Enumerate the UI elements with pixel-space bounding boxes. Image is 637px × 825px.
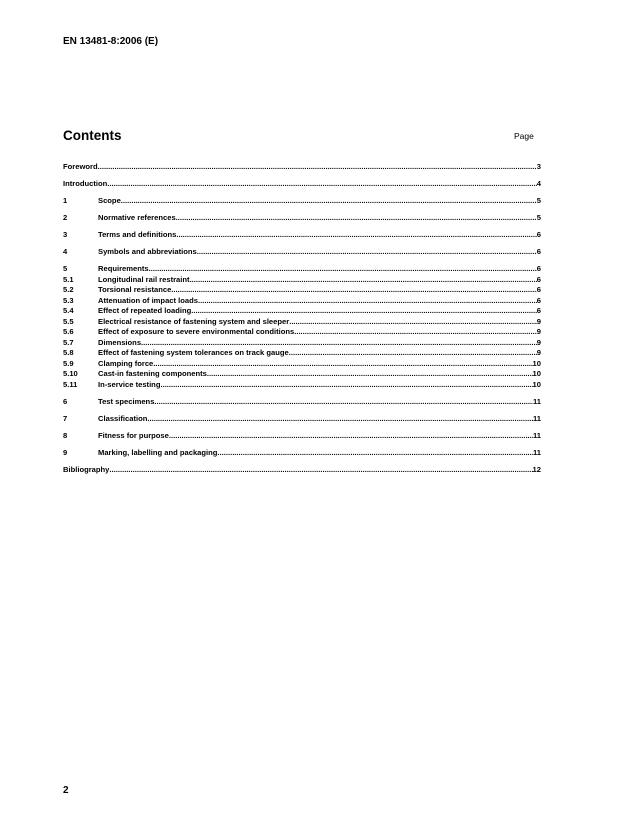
toc-leader-dots [160, 380, 532, 391]
toc-entry-title: Terms and definitions [98, 230, 177, 239]
toc-entry-title: Symbols and abbreviations [98, 247, 197, 256]
toc-entry-title: Introduction [63, 179, 108, 188]
toc-entry-number: 7 [63, 413, 68, 423]
toc-entry-title: Fitness for purpose [98, 430, 169, 440]
toc-leader-dots [121, 196, 537, 207]
toc-entry-number: 5.11 [63, 379, 78, 389]
toc-entry-number: 1 [63, 196, 68, 205]
toc-entry[interactable] [63, 213, 541, 224]
toc-entry-page: 6 [536, 285, 541, 294]
toc-entry-title: Bibliography [63, 464, 110, 474]
toc-entry[interactable] [63, 306, 541, 317]
toc-entry-title: Requirements [98, 264, 149, 273]
toc-entry[interactable] [63, 431, 541, 442]
toc-entry-page: 9 [536, 337, 541, 347]
toc-leader-dots [147, 414, 533, 425]
toc-entry-number: 9 [63, 447, 68, 457]
toc-leader-dots [198, 296, 537, 307]
toc-leader-dots [197, 247, 537, 258]
toc-entry-page: 6 [536, 295, 541, 305]
toc-entry-number: 5.3 [63, 295, 74, 305]
toc-entry-page: 5 [536, 196, 541, 205]
toc-entry[interactable] [63, 380, 541, 391]
toc-entry-page: 6 [536, 274, 541, 284]
toc-entry-page: 6 [536, 247, 541, 256]
toc-entry-number: 3 [63, 230, 68, 239]
toc-entry-page: 11 [532, 430, 541, 440]
toc-entry-number: 5 [63, 264, 68, 273]
toc-entry-page: 12 [532, 464, 541, 474]
toc-entry-page: 11 [532, 447, 541, 457]
toc-entry-page: 3 [536, 162, 541, 171]
toc-entry-number: 5.10 [63, 369, 78, 378]
toc-leader-dots [176, 230, 536, 241]
toc-entry[interactable] [63, 162, 541, 173]
toc-entry-title: Cast-in fastening components [98, 369, 207, 378]
page-number: 2 [63, 785, 69, 796]
page-column-label: Page [514, 131, 534, 141]
toc-entry[interactable] [63, 397, 541, 408]
toc-leader-dots [191, 306, 537, 317]
toc-entry-page: 4 [536, 179, 541, 188]
toc-entry-title: Dimensions [98, 337, 142, 347]
toc-entry[interactable] [63, 317, 541, 328]
toc-leader-dots [109, 465, 532, 476]
table-of-contents [63, 162, 541, 475]
toc-entry[interactable] [63, 465, 541, 476]
toc-entry-title: Foreword [63, 162, 98, 171]
toc-entry-page: 10 [532, 369, 541, 378]
toc-entry-number: 5.2 [63, 285, 74, 294]
toc-entry[interactable] [63, 348, 541, 359]
toc-entry-title: Effect of repeated loading [98, 306, 192, 315]
toc-leader-dots [169, 431, 533, 442]
toc-entry-page: 11 [532, 413, 541, 423]
toc-entry[interactable] [63, 230, 541, 241]
toc-leader-dots [171, 285, 536, 296]
toc-entry-title: Classification [98, 413, 148, 423]
toc-entry-page: 6 [536, 230, 541, 239]
toc-entry-number: 6 [63, 396, 68, 406]
toc-leader-dots [294, 327, 537, 338]
toc-leader-dots [98, 162, 537, 173]
toc-entry-page: 10 [532, 358, 541, 368]
toc-entry[interactable] [63, 448, 541, 459]
toc-entry-title: Test specimens [98, 396, 155, 406]
toc-leader-dots [176, 213, 537, 224]
contents-title: Contents [63, 128, 122, 143]
toc-entry[interactable] [63, 296, 541, 307]
toc-leader-dots [289, 348, 537, 359]
toc-entry-title: Effect of fastening system tolerances on track gauge [98, 348, 289, 357]
toc-leader-dots [141, 338, 537, 349]
toc-entry-number: 5.1 [63, 274, 74, 284]
toc-leader-dots [149, 264, 537, 275]
toc-entry-page: 9 [536, 327, 541, 336]
toc-entry-number: 4 [63, 247, 68, 256]
toc-entry-page: 9 [536, 316, 541, 326]
toc-entry-title: Attenuation of impact loads [98, 295, 198, 305]
toc-entry-number: 5.6 [63, 327, 74, 336]
document-id: EN 13481-8:2006 (E) [63, 36, 159, 47]
toc-entry-number: 5.7 [63, 337, 74, 347]
toc-entry[interactable] [63, 338, 541, 349]
toc-entry[interactable] [63, 369, 541, 380]
toc-entry[interactable] [63, 196, 541, 207]
toc-entry-title: In-service testing [98, 379, 161, 389]
toc-entry-page: 5 [536, 213, 541, 222]
toc-entry[interactable] [63, 327, 541, 338]
toc-entry[interactable] [63, 275, 541, 286]
toc-entry-title: Clamping force [98, 358, 154, 368]
toc-entry[interactable] [63, 264, 541, 275]
toc-entry-title: Normative references [98, 213, 176, 222]
toc-leader-dots [217, 448, 533, 459]
toc-entry-number: 5.4 [63, 306, 74, 315]
toc-leader-dots [289, 317, 537, 328]
toc-entry-number: 8 [63, 430, 68, 440]
toc-entry-title: Electrical resistance of fastening system and sleeper [98, 316, 290, 326]
toc-entry-number: 5.5 [63, 316, 74, 326]
toc-entry-number: 5.9 [63, 358, 74, 368]
toc-entry[interactable] [63, 247, 541, 258]
toc-entry-title: Marking, labelling and packaging [98, 447, 218, 457]
toc-entry-page: 10 [532, 379, 541, 389]
toc-entry-page: 9 [536, 348, 541, 357]
toc-entry-title: Longitudinal rail restraint [98, 274, 190, 284]
toc-entry-number: 5.8 [63, 348, 74, 357]
toc-leader-dots [107, 179, 536, 190]
toc-entry-number: 2 [63, 213, 68, 222]
toc-entry-title: Torsional resistance [98, 285, 172, 294]
toc-entry-title: Scope [98, 196, 121, 205]
toc-entry[interactable] [63, 179, 541, 190]
toc-entry[interactable] [63, 414, 541, 425]
toc-leader-dots [190, 275, 537, 286]
toc-leader-dots [154, 397, 533, 408]
toc-entry[interactable] [63, 359, 541, 370]
toc-entry-title: Effect of exposure to severe environmental conditions [98, 327, 295, 336]
toc-entry-page: 6 [536, 306, 541, 315]
toc-entry-page: 6 [536, 264, 541, 273]
toc-leader-dots [153, 359, 532, 370]
toc-leader-dots [207, 369, 533, 380]
toc-entry-page: 11 [532, 396, 541, 406]
toc-entry[interactable] [63, 285, 541, 296]
